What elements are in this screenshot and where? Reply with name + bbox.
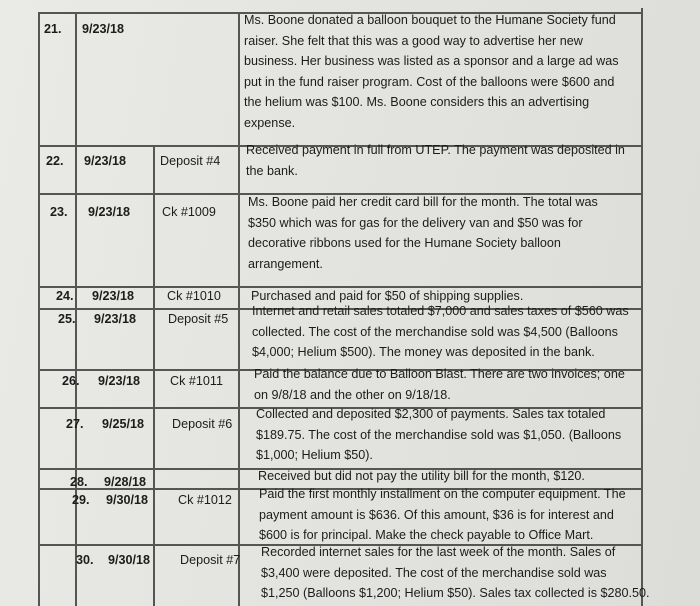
row-date: 9/28/18 bbox=[104, 475, 147, 489]
row-number: 23. bbox=[50, 205, 68, 219]
row-date: 9/23/18 bbox=[84, 154, 127, 168]
row-number: 29. bbox=[72, 493, 90, 507]
row-reference: Deposit #4 bbox=[160, 154, 221, 168]
row-number: 28. bbox=[70, 475, 88, 489]
row-number: 24. bbox=[56, 289, 74, 303]
row-reference: Ck #1012 bbox=[178, 493, 232, 507]
row-reference: Ck #1009 bbox=[162, 205, 216, 219]
row-number: 22. bbox=[46, 154, 64, 168]
row-description: Paid the balance due to Balloon Blast. There are two invoices; one on 9/8/18 and the other on 9/18/18. bbox=[254, 367, 625, 402]
row-date: 9/25/18 bbox=[102, 417, 145, 431]
row-reference: Ck #1010 bbox=[167, 289, 221, 303]
row-description: Collected and deposited $2,300 of payments. Sales tax totaled $189.75. The cost of the merchandise sold was $1,050. (Balloons $1,000; Helium $50). bbox=[256, 407, 622, 462]
row-description: Received payment in full from UTEP. The payment was deposited in the bank. bbox=[246, 143, 625, 178]
row-reference: Ck #1011 bbox=[170, 374, 223, 388]
row-description: Received but did not pay the utility bill for the month, $120. bbox=[258, 469, 585, 483]
row-date: 9/23/18 bbox=[88, 205, 131, 219]
row-date: 9/23/18 bbox=[98, 374, 141, 388]
row-number: 27. bbox=[66, 417, 84, 431]
row-description: Paid the first monthly installment on the computer equipment. The payment amount is $636. Of this amount, $36 is for interest and $600 is for principal. Make the check payable to Office Mart. bbox=[259, 487, 626, 542]
row-number: 26. bbox=[62, 374, 80, 388]
row-date: 9/30/18 bbox=[106, 493, 149, 507]
row-date: 9/23/18 bbox=[82, 22, 125, 36]
date-divider bbox=[153, 145, 155, 606]
row-number: 30. bbox=[76, 553, 94, 567]
row-number: 21. bbox=[44, 22, 62, 36]
row-date: 9/23/18 bbox=[94, 312, 137, 326]
row-reference: Deposit #6 bbox=[172, 417, 233, 431]
row-description: Internet and retail sales totaled $7,000 and sales taxes of $560 was collected. The cost of the merchandise sold was $4,500 (Balloons $4,000; Helium $500). The money was deposited in the bank. bbox=[252, 304, 629, 359]
row-number: 25. bbox=[58, 312, 76, 326]
row-reference: Deposit #7 bbox=[180, 553, 241, 567]
row-date: 9/23/18 bbox=[92, 289, 135, 303]
row-description: Ms. Boone paid her credit card bill for the month. The total was $350 which was for gas for the delivery van and $50 was for decorative ribbons used for the Humane Society balloon arrangement. bbox=[248, 195, 598, 271]
right-border bbox=[641, 8, 643, 606]
row-description: Ms. Boone donated a balloon bouquet to the Humane Society fund raiser. She felt that this was a good way to advertise her new business. Her business was listed as a sponsor and a large ad was put in the fund raiser program. Cost of the balloons were $600 and the helium was $100. Ms. Boone considers this an advertising expense. bbox=[244, 13, 619, 130]
row-date: 9/30/18 bbox=[108, 553, 151, 567]
ref-divider bbox=[238, 14, 240, 606]
row-description: Recorded internet sales for the last week of the month. Sales of $3,400 were deposited. The cost of the merchandise sold was $1,250 (Balloons $1,200; Helium $50). Sales tax collected is $280.50. bbox=[261, 545, 650, 600]
row-reference: Deposit #5 bbox=[168, 312, 229, 326]
row-description: Purchased and paid for $50 of shipping supplies. bbox=[251, 289, 524, 303]
